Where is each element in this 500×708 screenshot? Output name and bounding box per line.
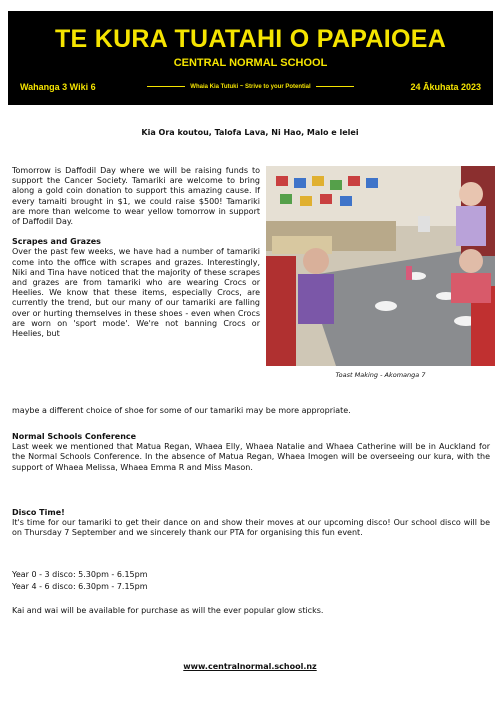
disco-time-junior: Year 0 - 3 disco: 5.30pm - 6.15pm [12, 570, 148, 579]
motto-rule-right [316, 86, 354, 87]
daffodil-day-paragraph: Tomorrow is Daffodil Day where we will be raising funds to support the Cancer Society. Tamariki are welcome to bring along a gold coin donation to support this amazing cause. If every tamaiti brought in $1, we could raise $500! Tamariki are more than welcome to wear yellow tomorrow in support of Daffodil Day. [12, 166, 260, 227]
motto-rule-left [147, 86, 185, 87]
conference-paragraph: Last week we mentioned that Matua Regan, Whaea Elly, Whaea Natalie and Whaea Catherine will be in Auckland for the Normal Schools Conference. In the absence of Matua Regan, Whaea Imogen will be overseeing our kura, with the support of Whaea Melissa, Whaea Emma R and Miss Mason. [12, 442, 490, 472]
conference-section [12, 432, 490, 473]
motto-text: Whaia Kia Tutuki ~ Strive to your Potential [190, 84, 311, 90]
conference-heading: Normal Schools Conference [12, 432, 137, 441]
scrapes-paragraph: Over the past few weeks, we have had a number of tamariki come into the office with scrapes and grazes. Interestingly, Niki and Tina have noticed that the majority of these scrapes and grazes are from tamariki who are wearing Crocs or Heelies. We know that these items, especially Crocs, are currently the trend, but our many of our tamariki are falling over or hurting themselves in these shoes - even when Crocs are worn on 'sport mode'. We're not banning Crocs or Heelies, but [12, 247, 260, 339]
disco-time-senior: Year 4 - 6 disco: 6.30pm - 7.15pm [12, 582, 148, 591]
classroom-photo-illustration [266, 166, 495, 366]
scrapes-paragraph-continued: maybe a different choice of shoe for some of our tamariki may be more appropriate. [12, 406, 351, 415]
photo-caption: Toast Making - Akomanga 7 [335, 371, 426, 379]
school-website-link[interactable]: www.centralnormal.school.nz [183, 662, 317, 671]
term-week: Wahanga 3 Wiki 6 [20, 82, 96, 92]
disco-closing: Kai and wai will be available for purchase as will the ever popular glow sticks. [12, 606, 324, 615]
scrapes-heading: Scrapes and Grazes [12, 237, 101, 247]
toast-making-photo [266, 166, 495, 366]
header-banner [8, 11, 493, 105]
left-column [12, 166, 260, 339]
school-name: CENTRAL NORMAL SCHOOL [173, 57, 328, 69]
school-maori-name: TE KURA TUATAHI O PAPAIOEA [54, 25, 447, 53]
disco-paragraph: It's time for our tamariki to get their dance on and show their moves at our upcoming disco! Our school disco will be on Thursday 7 September and we sincerely thank our PTA for organising this fun event. [12, 518, 490, 538]
disco-heading: Disco Time! [12, 508, 65, 517]
disco-section [12, 508, 490, 539]
newsletter-date: 24 Ākuhata 2023 [410, 82, 481, 92]
greeting: Kia Ora koutou, Talofa Lava, Ni Hao, Malo e lelei [141, 128, 359, 137]
